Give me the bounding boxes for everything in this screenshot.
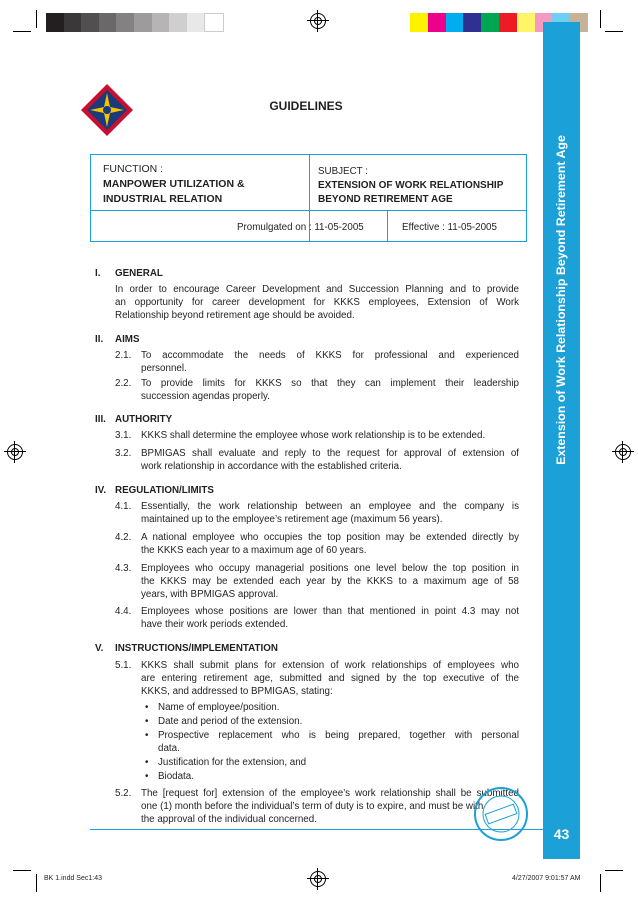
function-label: FUNCTION :	[103, 163, 164, 175]
crop-mark	[600, 874, 601, 892]
bullet-icon: •	[145, 702, 149, 713]
crop-mark	[605, 31, 623, 32]
item-number: 3.1.	[115, 430, 132, 441]
paragraph-line: years, with BPMIGAS approval.	[141, 589, 279, 600]
list-item: Name of employee/position.	[158, 702, 280, 713]
footer-divider	[90, 829, 543, 830]
item-number: 4.1.	[115, 501, 132, 512]
subject-label: SUBJECT :	[318, 166, 368, 177]
paragraph-line: are entering retirement age, submitted and signed by the top executive of the	[141, 673, 519, 684]
item-number: 2.1.	[115, 350, 132, 361]
paragraph-line: In order to encourage Career Development and Succession Planning and to provide	[115, 284, 519, 295]
item-number: 4.4.	[115, 606, 132, 617]
paragraph-line: work relationship in accordance with the established criteria.	[141, 461, 402, 472]
function-value: MANPOWER UTILIZATION &	[103, 178, 245, 190]
crop-mark	[36, 874, 37, 892]
item-number: 5.2.	[115, 788, 132, 799]
paragraph-line: Essentially, the work relationship between an employee and the company is	[141, 501, 519, 512]
list-item: Justification for the extension, and	[158, 757, 307, 768]
paragraph-line: succession agendas properly.	[141, 391, 270, 402]
registration-mark-icon	[310, 871, 326, 887]
bullet-icon: •	[145, 730, 149, 741]
section-number: IV.	[95, 485, 107, 496]
paragraph-line: maintained up to the employee’s retirement age (maximum 56 years).	[141, 514, 443, 525]
registration-mark-icon	[7, 444, 23, 460]
crop-mark	[13, 31, 31, 32]
section-number: V.	[95, 643, 104, 654]
bullet-icon: •	[145, 771, 149, 782]
page-number: 43	[553, 826, 570, 842]
paragraph-line: KKKS shall determine the employee whose work relationship is to be extended.	[141, 430, 486, 441]
function-value: INDUSTRIAL RELATION	[103, 193, 223, 205]
section-heading: GENERAL	[115, 268, 163, 279]
list-item: Date and period of the extension.	[158, 716, 303, 727]
item-number: 5.1.	[115, 660, 132, 671]
section-number: I.	[95, 268, 101, 279]
crop-mark	[36, 10, 37, 28]
paragraph-line: personnel.	[141, 363, 187, 374]
item-number: 2.2.	[115, 378, 132, 389]
paragraph-line: an opportunity for career development for KKKS employees, Extension of Work	[115, 297, 519, 308]
paragraph-line: KKKS shall submit plans for extension of work relationships of employees who	[141, 660, 519, 671]
paragraph-line: To provide limits for KKKS so that they can implement their leadership	[141, 378, 519, 389]
item-number: 3.2.	[115, 448, 132, 459]
page-title: GUIDELINES	[269, 99, 343, 113]
subject-value: EXTENSION OF WORK RELATIONSHIP	[318, 180, 504, 191]
section-number: II.	[95, 334, 104, 345]
bullet-icon: •	[145, 716, 149, 727]
slug-file-info: BK 1.indd Sec1:43	[44, 875, 102, 882]
company-logo-icon	[80, 83, 134, 137]
paragraph-line: A national employee who occupies the top position may be extended directly by	[141, 532, 519, 543]
effective-date: Effective : 11-05-2005	[402, 222, 497, 233]
paragraph-line: the KKKS each year to a maximum age of 60 years.	[141, 545, 367, 556]
paragraph-line: Employees whose positions are lower than that mentioned in point 4.3 may not	[141, 606, 519, 617]
paragraph-line: one (1) month before the individual’s term of duty is to expire, and must be with	[141, 801, 484, 812]
paragraph-line: Employees who occupy managerial positions one level below the top position in	[141, 563, 519, 574]
promulgated-date: Promulgated on : 11-05-2005	[237, 222, 364, 233]
paragraph-line: Relationship beyond retirement age should be avoided.	[115, 310, 355, 321]
paragraph-line: KKKS, and addressed to BPMIGAS, stating:	[141, 686, 333, 697]
crop-mark	[600, 10, 601, 28]
paragraph-line: the approval of the individual concerned.	[141, 814, 317, 825]
registration-mark-icon	[310, 13, 326, 29]
section-heading: INSTRUCTIONS/IMPLEMENTATION	[115, 643, 278, 654]
stamp-seal-icon	[472, 785, 530, 843]
list-item: Prospective replacement who is being prepared, together with personal	[158, 730, 519, 741]
gray-scale-bar	[46, 13, 224, 32]
crop-mark	[605, 870, 623, 871]
item-number: 4.2.	[115, 532, 132, 543]
slug-timestamp: 4/27/2007 9:01:57 AM	[512, 875, 581, 882]
paragraph-line: the KKKS may be extended each year by the KKKS to a maximum age of 58	[141, 576, 519, 587]
divider	[90, 210, 527, 211]
subject-value: BEYOND RETIREMENT AGE	[318, 194, 453, 205]
section-heading: AUTHORITY	[115, 414, 173, 425]
divider	[387, 210, 388, 242]
section-heading: AIMS	[115, 334, 140, 345]
list-item: Biodata.	[158, 771, 194, 782]
item-number: 4.3.	[115, 563, 132, 574]
paragraph-line: BPMIGAS shall evaluate and reply to the request for approval of extension of	[141, 448, 519, 459]
paragraph-line: The [request for] extension of the employee’s work relationship shall be submitted	[141, 788, 519, 799]
crop-mark	[13, 870, 31, 871]
paragraph-line: have their work periods extended.	[141, 619, 289, 630]
registration-mark-icon	[615, 444, 631, 460]
paragraph-line: To accommodate the needs of KKKS for professional and experienced	[141, 350, 519, 361]
bullet-icon: •	[145, 757, 149, 768]
sidebar-title: Extension of Work Relationship Beyond Retirement Age	[554, 135, 568, 465]
section-number: III.	[95, 414, 106, 425]
section-heading: REGULATION/LIMITS	[115, 485, 214, 496]
list-item: data.	[158, 743, 180, 754]
